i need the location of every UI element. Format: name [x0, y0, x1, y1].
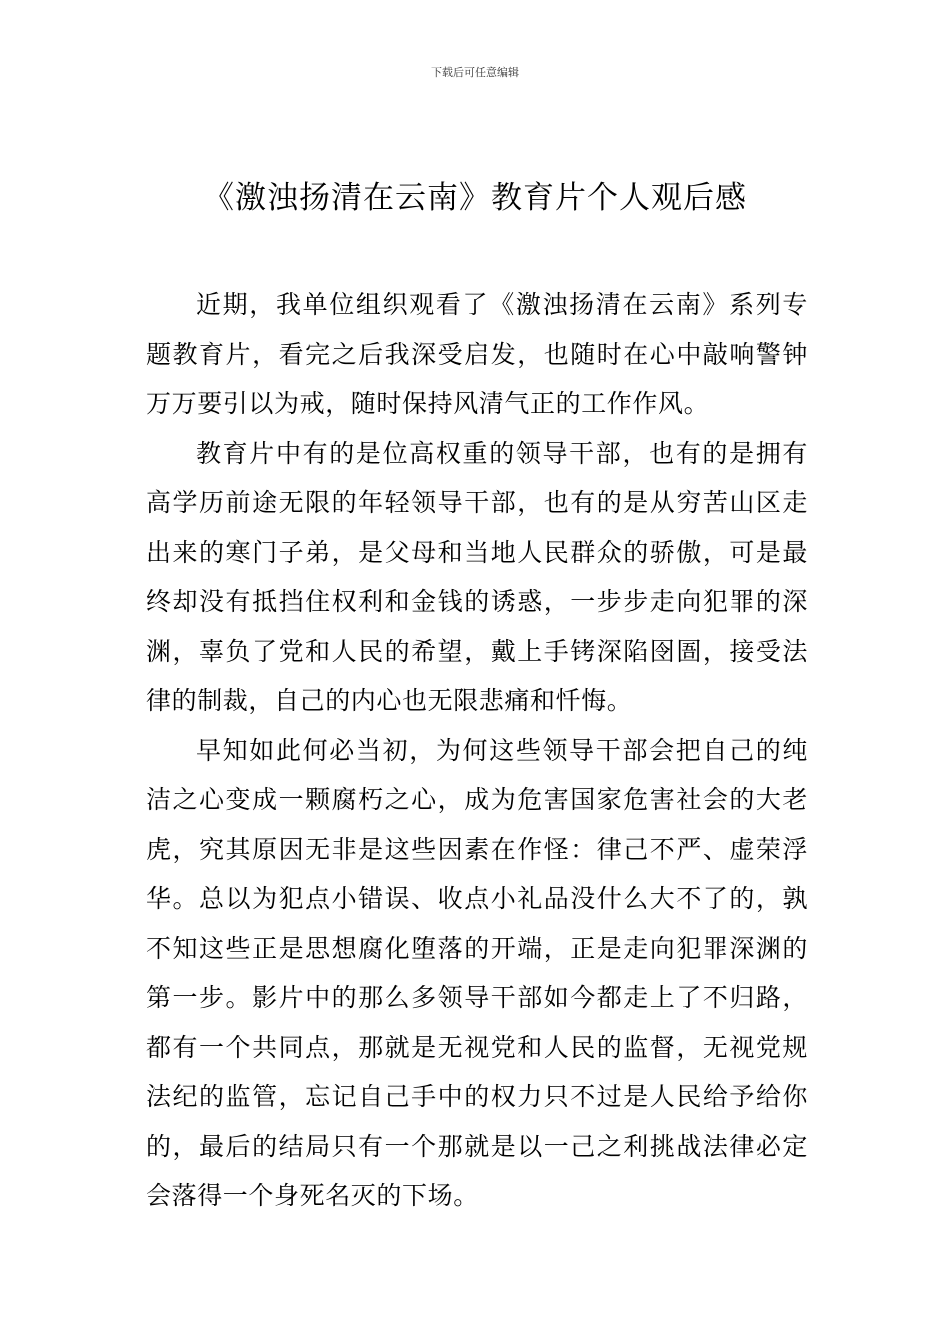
page-header-note: 下载后可任意编辑	[431, 66, 519, 79]
document-title: 《激浊扬清在云南》教育片个人观后感	[203, 180, 747, 216]
paragraph-2: 教育片中有的是位高权重的领导干部，也有的是拥有高学历前途无限的年轻领导干部，也有的是从穷苦山区走出来的寒门子弟，是父母和当地人民群众的骄傲，可是最终却没有抵挡住权利和金钱的诱惑，一步步走向犯罪的深渊，辜负了党和人民的希望，戴上手铐深陷囹圄，接受法律的制裁，自己的内心也无限悲痛和忏悔。	[146, 438, 808, 715]
paragraph-3: 早知如此何必当初，为何这些领导干部会把自己的纯洁之心变成一颗腐朽之心，成为危害国家危害社会的大老虎，究其原因无非是这些因素在作怪：律己不严、虚荣浮华。总以为犯点小错误、收点小礼品没什么大不了的，孰不知这些正是思想腐化堕落的开端，正是走向犯罪深渊的第一步。影片中的那么多领导干部如今都走上了不归路，都有一个共同点，那就是无视党和人民的监督，无视党规法纪的监管，忘记自己手中的权力只不过是人民给予给你的，最后的结局只有一个那就是以一己之利挑战法律必定会落得一个身死名灭的下场。	[146, 735, 808, 1210]
document-body	[146, 280, 808, 1221]
paragraph-1: 近期，我单位组织观看了《激浊扬清在云南》系列专题教育片，看完之后我深受启发，也随时在心中敲响警钟万万要引以为戒，随时保持风清气正的工作作风。	[146, 290, 808, 418]
